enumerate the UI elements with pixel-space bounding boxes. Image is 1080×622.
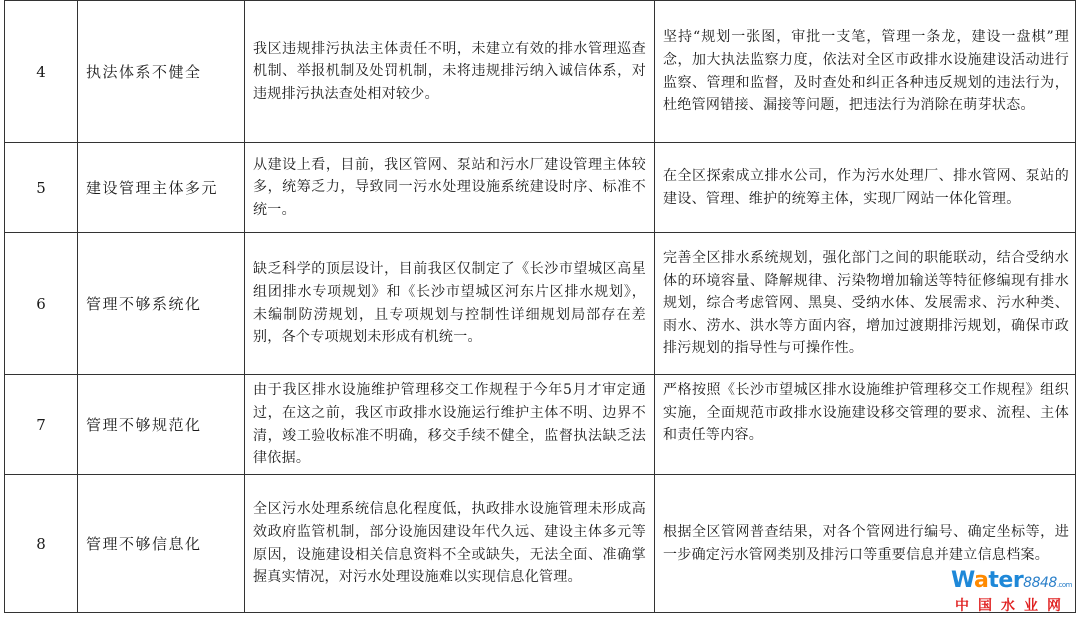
description-cell: 缺乏科学的顶层设计，目前我区仅制定了《长沙市望城区高星组团排水专项规划》和《长沙市望城区河东片区排水规划》，未编制防涝规划，且专项规划与控制性详细规划局部存在差别，各个专项规划未形成有机统一。 — [245, 233, 655, 375]
watermark-logo-a: a — [974, 568, 989, 593]
description-cell: 我区违规排污执法主体责任不明，未建立有效的排水管理巡查机制、举报机制及处罚机制，未将违规排污纳入诚信体系，对违规排污执法查处相对较少。 — [245, 1, 655, 143]
row-number: 8 — [5, 475, 78, 613]
problem-cell: 执法体系不健全 — [78, 1, 245, 143]
table-row — [5, 1, 1076, 143]
watermark-chinese-name: 中国水业网 — [955, 598, 1070, 614]
problems-measures-table — [4, 0, 1076, 613]
row-number: 5 — [5, 143, 78, 233]
watermark-logo-number: 8848 — [1023, 575, 1057, 591]
watermark-logo-ter: ter — [988, 568, 1024, 593]
problem-cell: 建设管理主体多元 — [78, 143, 245, 233]
description-cell: 从建设上看，目前，我区管网、泵站和污水厂建设管理主体较多，统筹乏力，导致同一污水处理设施系统建设时序、标准不统一。 — [245, 143, 655, 233]
measure-cell: 坚持“规划一张图，审批一支笔，管理一条龙，建设一盘棋”理念，加大执法监察力度，依法对全区市政排水设施建设活动进行监察、管理和监督，及时查处和纠正各种违反规划的违法行为，杜绝管网错接、漏接等问题，把违法行为消除在萌芽状态。 — [655, 1, 1076, 143]
problem-cell: 管理不够规范化 — [78, 375, 245, 475]
row-number: 4 — [5, 1, 78, 143]
watermark-logo-com: .com — [1056, 581, 1072, 589]
measure-cell: 在全区探索成立排水公司，作为污水处理厂、排水管网、泵站的建设、管理、维护的统筹主体，实现厂网站一体化管理。 — [655, 143, 1076, 233]
description-cell: 由于我区排水设施维护管理移交工作规程于今年5月才审定通过，在这之前，我区市政排水设施运行维护主体不明、边界不清，竣工验收标准不明确，移交手续不健全，监督执法缺乏法律依据。 — [245, 375, 655, 475]
table-row — [5, 233, 1076, 375]
site-watermark — [932, 568, 1072, 618]
problem-cell: 管理不够系统化 — [78, 233, 245, 375]
table-row — [5, 475, 1076, 613]
watermark-logo — [951, 568, 1072, 593]
watermark-logo-w: W — [951, 568, 975, 593]
description-cell: 全区污水处理系统信息化程度低，执政排水设施管理未形成高效政府监管机制，部分设施因建设年代久远、建设主体多元等原因，设施建设相关信息资料不全或缺失，无法全面、准确掌握真实情况，对污水处理设施难以实现信息化管理。 — [245, 475, 655, 613]
table-row — [5, 375, 1076, 475]
measure-cell: 根据全区管网普查结果，对各个管网进行编号、确定坐标等，进一步确定污水管网类别及排污口等重要信息并建立信息档案。 — [655, 475, 1076, 613]
table-row — [5, 143, 1076, 233]
row-number: 6 — [5, 233, 78, 375]
problem-cell: 管理不够信息化 — [78, 475, 245, 613]
row-number: 7 — [5, 375, 78, 475]
measure-cell: 严格按照《长沙市望城区排水设施维护管理移交工作规程》组织实施，全面规范市政排水设施建设移交管理的要求、流程、主体和责任等内容。 — [655, 375, 1076, 475]
measure-cell: 完善全区排水系统规划，强化部门之间的职能联动，结合受纳水体的环境容量、降解规律、污染物增加输送等特征修编现有排水规划，综合考虑管网、黑臭、受纳水体、发展需求、污水种类、雨水、涝水、洪水等方面内容，增加过渡期排污规划，确保市政排污规划的指导性与可操作性。 — [655, 233, 1076, 375]
